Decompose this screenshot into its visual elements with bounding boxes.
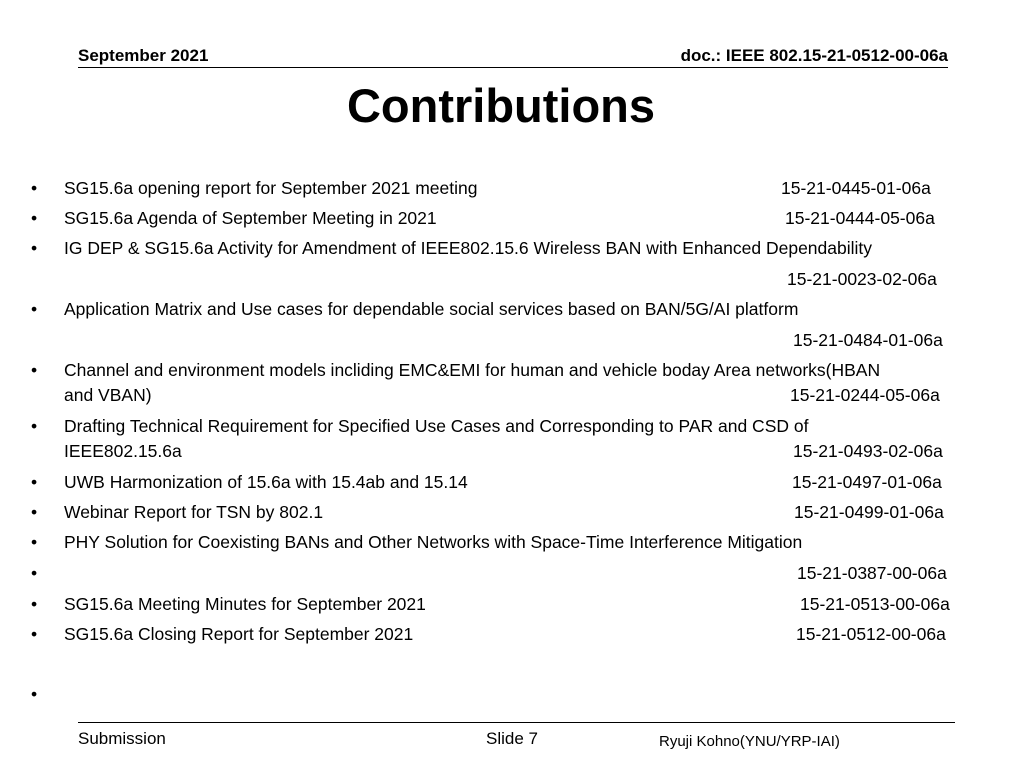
list-item-text-continued: IEEE802.15.6a <box>64 441 182 461</box>
list-item-doc-number: 15-21-0499-01-06a <box>794 502 944 522</box>
bullet-icon: • <box>31 472 38 492</box>
list-item-doc-number: 15-21-0023-02-06a <box>787 269 937 289</box>
bullet-icon: • <box>31 684 38 704</box>
list-item-text: IG DEP & SG15.6a Activity for Amendment of IEEE802.15.6 Wireless BAN with Enhanced Dependability <box>64 238 873 258</box>
list-item-text: PHY Solution for Coexisting BANs and Other Networks with Space-Time Interference Mitigation <box>64 532 803 552</box>
list-item-doc-number: 15-21-0387-00-06a <box>797 563 947 583</box>
list-item-text: SG15.6a Agenda of September Meeting in 2021 <box>64 208 437 228</box>
header-doc-id: doc.: IEEE 802.15-21-0512-00-06a <box>680 46 948 65</box>
list-item-doc-number: 15-21-0497-01-06a <box>792 472 942 492</box>
bullet-icon: • <box>31 360 38 380</box>
list-item-text: UWB Harmonization of 15.6a with 15.4ab and 15.14 <box>64 472 468 492</box>
list-item-doc-number: 15-21-0484-01-06a <box>793 330 943 350</box>
bullet-icon: • <box>31 178 38 198</box>
list-item-text-continued: and VBAN) <box>64 385 152 405</box>
header-divider <box>78 67 948 68</box>
footer-author: Ryuji Kohno(YNU/YRP-IAI) <box>659 733 840 750</box>
list-item-text: SG15.6a Closing Report for September 2021 <box>64 624 414 644</box>
slide-title: Contributions <box>346 79 656 132</box>
list-item-doc-number: 15-21-0444-05-06a <box>785 208 935 228</box>
bullet-icon: • <box>31 532 38 552</box>
list-item-text: Application Matrix and Use cases for dependable social services based on BAN/5G/AI platform <box>64 299 799 319</box>
list-item-text: Channel and environment models incliding EMC&EMI for human and vehicle boday Area networks(HBAN <box>64 360 881 380</box>
bullet-icon: • <box>31 299 38 319</box>
bullet-icon: • <box>31 416 38 436</box>
list-item-text: SG15.6a Meeting Minutes for September 2021 <box>64 594 426 614</box>
list-item-doc-number: 15-21-0244-05-06a <box>790 385 940 405</box>
bullet-icon: • <box>31 502 38 522</box>
list-item-text: SG15.6a opening report for September 2021 meeting <box>64 178 478 198</box>
bullet-icon: • <box>31 208 38 228</box>
footer-divider <box>78 722 955 723</box>
header-date: September 2021 <box>78 46 209 65</box>
list-item-text: Webinar Report for TSN by 802.1 <box>64 502 324 522</box>
bullet-icon: • <box>31 594 38 614</box>
bullet-icon: • <box>31 238 38 258</box>
bullet-icon: • <box>31 563 38 583</box>
list-item-doc-number: 15-21-0493-02-06a <box>793 441 943 461</box>
list-item-doc-number: 15-21-0445-01-06a <box>781 178 931 198</box>
list-item-doc-number: 15-21-0513-00-06a <box>800 594 950 614</box>
list-item-doc-number: 15-21-0512-00-06a <box>796 624 946 644</box>
list-item-text: Drafting Technical Requirement for Specified Use Cases and Corresponding to PAR and CSD of <box>64 416 809 436</box>
footer-slide-number: Slide 7 <box>486 729 538 748</box>
bullet-icon: • <box>31 624 38 644</box>
footer-submission: Submission <box>78 729 166 748</box>
